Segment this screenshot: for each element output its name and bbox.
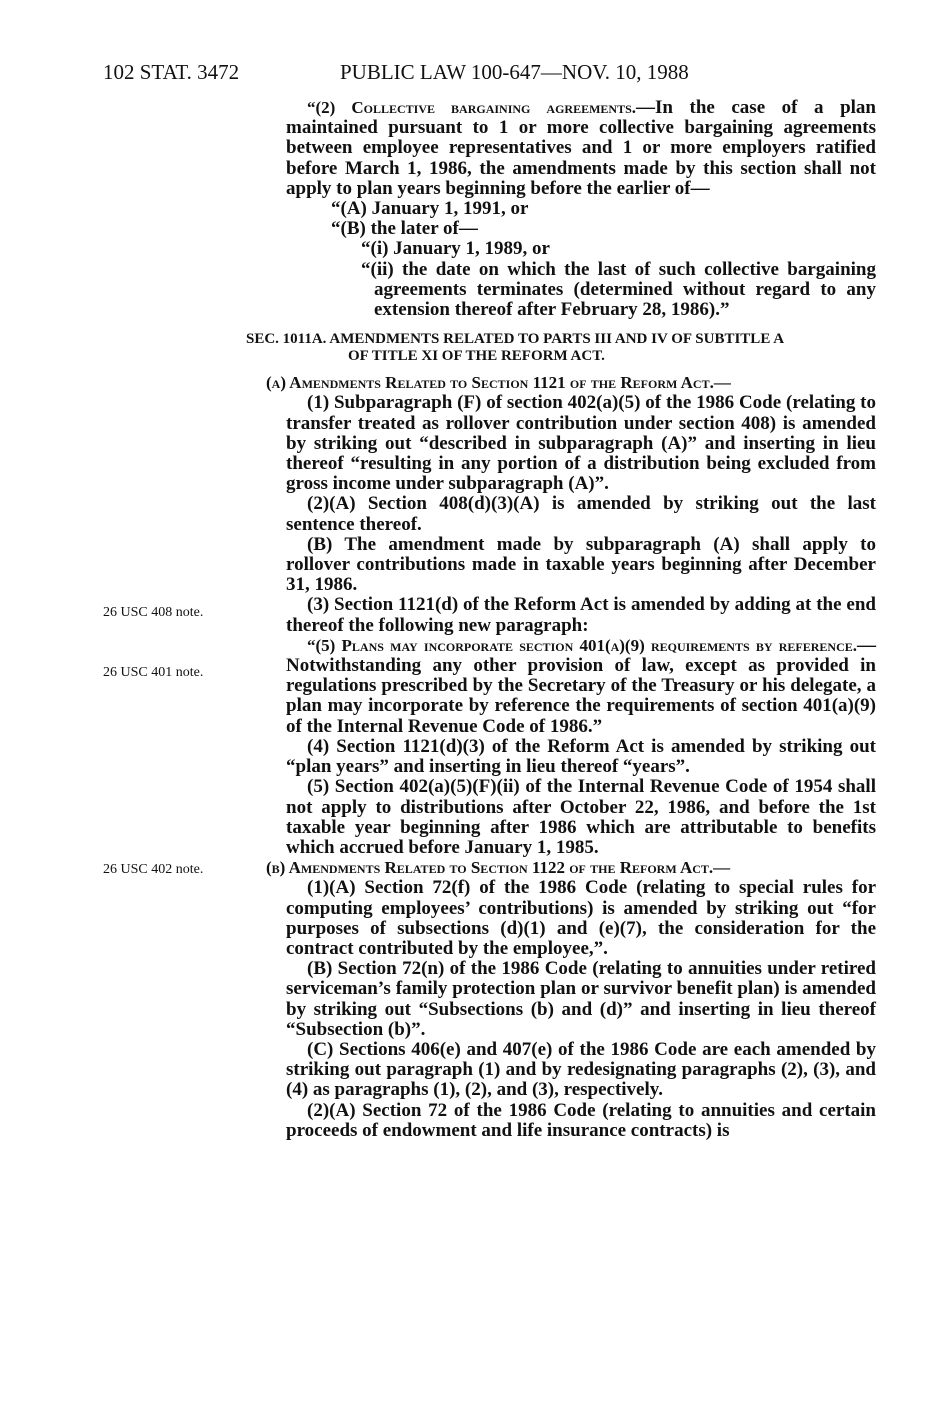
section-heading-line-1: SEC. 1011A. AMENDMENTS RELATED TO PARTS III AND IV OF SUBTITLE A: [246, 331, 785, 348]
subsection-a-paragraph-1: (1) Subparagraph (F) of section 402(a)(5) of the 1986 Code (relating to transfer treated as rollover contribution under section 408) is amended by striking out “described in subparagraph (A)” and inserting in lieu thereof “resulting in any portion of a distribution being excluded from gross income under subparagraph (A)”.: [286, 392, 876, 495]
paragraph-text: —In the case of a plan maintained pursuant to 1 or more collective bargaining agreements between employee representatives and 1 or more employers ratified before March 1, 1986, the amendments made by this section shall not apply to plan years beginning before the earlier of—: [286, 97, 876, 199]
subsection-b-paragraph-1b: (B) Section 72(n) of the 1986 Code (relating to annuities under retired serviceman’s family protection plan or survivor benefit plan) is amended by striking out “Subsections (b) and (d)” and inserting in lieu thereof “Subsection (b)”.: [286, 958, 876, 1040]
new-paragraph-5: [286, 636, 876, 737]
margin-note-401: 26 USC 401 note.: [103, 665, 204, 680]
margin-note-402: 26 USC 402 note.: [103, 862, 204, 877]
subsection-a-heading: (a) Amendments Related to Section 1121 of the Reform Act.—: [266, 373, 731, 393]
subsection-a-paragraph-2b: (B) The amendment made by subparagraph (A) shall apply to rollover contributions made in taxable years beginning after December 31, 1986.: [286, 533, 876, 596]
subsection-b-heading: (b) Amendments Related to Section 1122 of the Reform Act.—: [266, 858, 731, 878]
clause-a-january-1991: “(A) January 1, 1991, or: [331, 198, 529, 220]
paragraph-collective-bargaining: [286, 98, 876, 199]
margin-note-408: 26 USC 408 note.: [103, 605, 204, 620]
subsection-b-paragraph-1c: (C) Sections 406(e) and 407(e) of the 1986 Code are each amended by striking out paragraph (1) and by redesignating paragraphs (2), (3), and (4) as paragraphs (1), (2), and (3), respectively.: [286, 1038, 876, 1101]
subsection-a-paragraph-3: (3) Section 1121(d) of the Reform Act is amended by adding at the end thereof the following new paragraph:: [286, 594, 876, 636]
section-heading: [246, 331, 876, 365]
subsection-a-paragraph-4: (4) Section 1121(d)(3) of the Reform Act is amended by striking out “plan years” and inserting in lieu thereof “years”.: [286, 735, 876, 778]
running-header: [103, 60, 863, 88]
law-reference: PUBLIC LAW 100-647—NOV. 10, 1988: [340, 60, 689, 84]
page-reference: 102 STAT. 3472: [103, 60, 240, 84]
subsection-a-paragraph-5: (5) Section 402(a)(5)(F)(ii) of the Internal Revenue Code of 1954 shall not apply to distributions after October 22, 1986, and before the 1st taxable year beginning after 1986 which are attributable to benefits which accrued before January 1, 1985.: [286, 776, 876, 858]
subsection-b-paragraph-2a: (2)(A) Section 72 of the 1986 Code (relating to annuities and certain proceeds of endowment and life insurance contracts) is: [286, 1099, 876, 1141]
clause-b-later-of: “(B) the later of—: [331, 218, 478, 240]
clause-b-i: “(i) January 1, 1989, or: [361, 238, 550, 260]
new-paragraph-5-text: —Notwithstanding any other provision of law, except as provided in regulations prescribed by the Secretary of the Treasury or his delegate, a plan may incorporate by reference the requirements of section 401(a)(9) of the Internal Revenue Code of 1986.”: [286, 634, 876, 737]
paragraph-heading: “(2) Collective bargaining agreements.: [307, 98, 637, 117]
section-heading-line-2: OF TITLE XI OF THE REFORM ACT.: [348, 348, 605, 365]
clause-b-ii: “(ii) the date on which the last of such collective bargaining agreements terminates (determined without regard to any extension thereof after February 28, 1986).”: [361, 258, 876, 321]
statute-body: [246, 97, 876, 1141]
new-paragraph-5-heading: “(5) Plans may incorporate section 401(a)(9) requirements by reference.: [307, 635, 857, 655]
subsection-a-paragraph-2a: (2)(A) Section 408(d)(3)(A) is amended by striking out the last sentence thereof.: [286, 493, 876, 535]
subsection-b-paragraph-1a: (1)(A) Section 72(f) of the 1986 Code (relating to special rules for computing employees’ contributions) is amended by striking out “for purposes of subsections (d)(1) and (e)(7), the consideration for the contract contributed by the employee,”.: [286, 877, 876, 959]
